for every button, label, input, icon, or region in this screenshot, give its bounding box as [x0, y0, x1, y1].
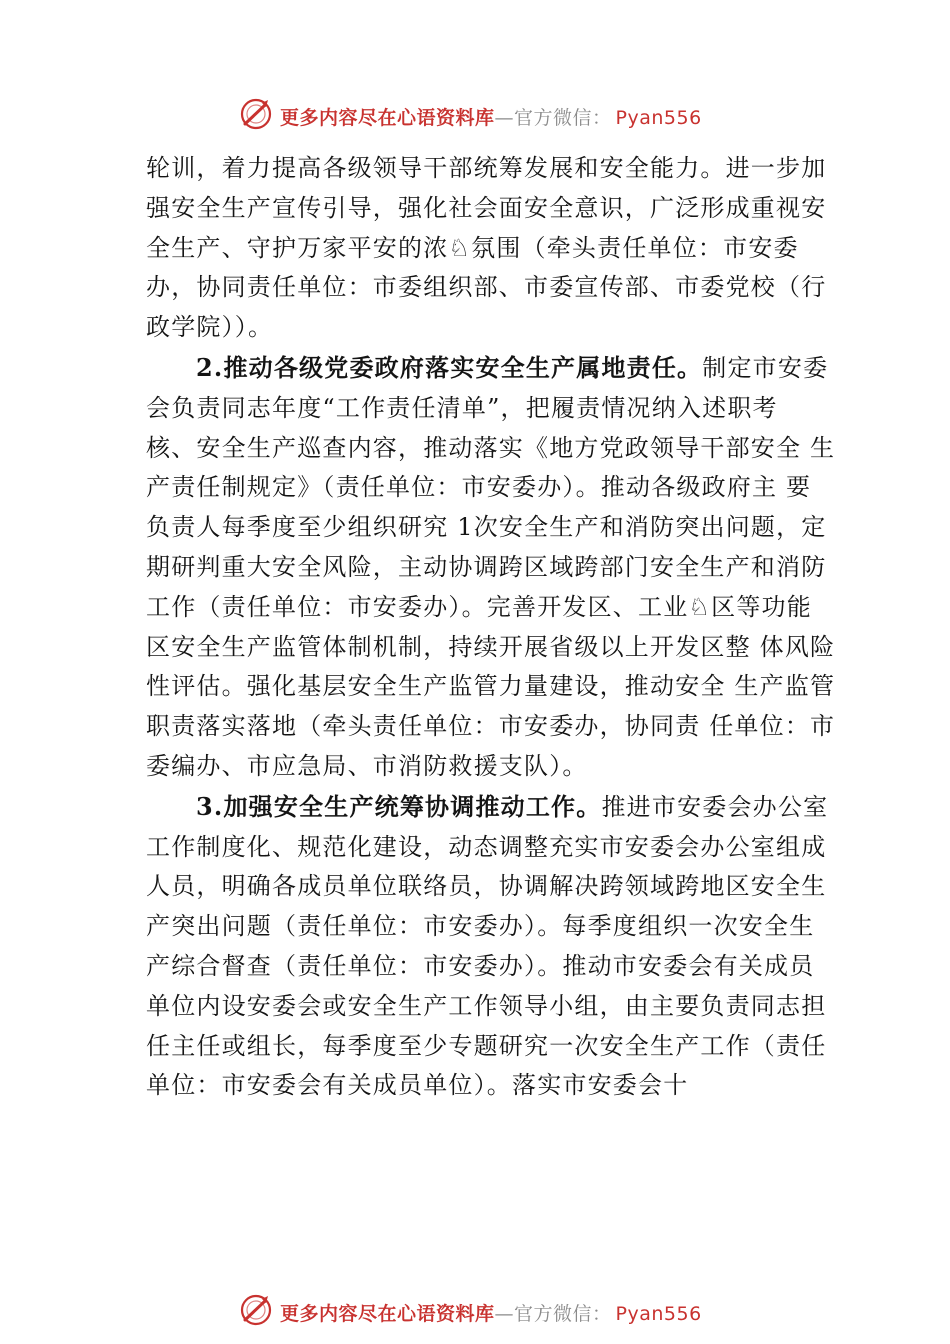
paragraph-1	[146, 149, 836, 348]
watermark-label: 官方微信：	[514, 1303, 612, 1325]
watermark-text	[280, 103, 702, 130]
watermark-text	[280, 1299, 702, 1326]
watermark-id: Pyan556	[615, 107, 702, 129]
paragraph-2-text: 制定市安委会负责同志年度“工作责任清单”，把履责情况纳入述职考 核、安全生产巡查内容，推动落实《地方党政领导干部安全 生产责任制规定》（责任单位：市安委办）。推动各级政府主 要负责人每季度至少组织研究 1次安全生产和消防突出问题，定期研判重大安全风险，主动协调跨区域跨部门安全生产和消防工作（责任单位：市安委办）。完善开发区、工业♘区等功能区安全生产监管体制机制，持续开展省级以上开发区整 体风险性评估。强化基层安全生产监管力量建设，推动安全 生产监管职责落实落地（牵头责任单位：市安委办，协同责 任单位：市委编办、市应急局、市消防救援支队）。	[146, 353, 836, 780]
watermark-footer	[0, 1292, 950, 1328]
watermark-id: Pyan556	[615, 1303, 702, 1325]
seal-logo-icon	[238, 96, 274, 132]
seal-logo-icon	[238, 1292, 274, 1328]
document-body	[146, 149, 836, 1106]
watermark-dash: —	[494, 107, 515, 129]
watermark-header	[0, 96, 950, 132]
watermark-dash: —	[494, 1303, 515, 1325]
paragraph-3-text: 推进市安委会办公室工作制度化、规范化建设，动态调整充实市安委会办公室组成人员，明确各成员单位联络员，协调解决跨领域跨地区安全生产突出问题（责任单位：市安委办）。每季度组织一次安全生产综合督查（责任单位：市安委办）。推动市安委会有关成员单位内设安委会或安全生产工作领导小组，由主要负责同志担任主任或组长，每季度至少专题研究一次安全生产工作（责任单位：市安委会有关成员单位）。落实市安委会十	[146, 792, 829, 1100]
paragraph-3	[146, 787, 836, 1106]
paragraph-1-text: 轮训，着力提高各级领导干部统筹发展和安全能力。进一步加强安全生产宣传引导，强化社会面安全意识，广泛形成重视安全生产、守护万家平安的浓♘氛围（牵头责任单位：市安委办，协同责任单位：市委组织部、市委宣传部、市委党校（行政学院））。	[146, 154, 827, 342]
watermark-main: 更多内容尽在心语资料库	[280, 1303, 495, 1325]
watermark-main: 更多内容尽在心语资料库	[280, 107, 495, 129]
paragraph-2-heading: 2.推动各级党委政府落实安全生产属地责任。	[196, 352, 703, 382]
paragraph-3-heading: 3.加强安全生产统筹协调推动工作。	[196, 791, 602, 821]
watermark-label: 官方微信：	[514, 107, 612, 129]
paragraph-2	[146, 348, 836, 787]
